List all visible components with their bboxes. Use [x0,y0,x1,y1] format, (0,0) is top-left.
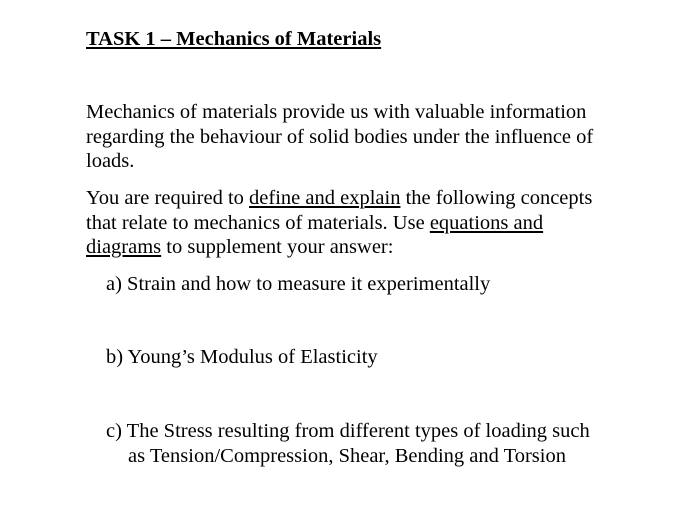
intro-line-3: loads. [86,150,135,172]
list-item-text: a) Strain and how to measure it experimentally [106,273,491,295]
instructions-text: the following concepts [400,187,593,209]
intro-paragraph [86,100,646,174]
emphasis-diagrams: diagrams [86,236,162,258]
intro-line-2: regarding the behaviour of solid bodies under the influence of [86,125,594,148]
list-item-text: c) The Stress resulting from different types of loading such [106,420,590,442]
instructions-line-2 [86,211,646,236]
emphasis-define-explain: define and explain [249,187,401,209]
instructions-paragraph [86,186,646,260]
list-item-youngs-modulus [106,345,378,370]
intro-line-1: Mechanics of materials provide us with valuable information [86,101,587,123]
instructions-text: to supplement your answer: [161,236,394,258]
task-title: TASK 1 – Mechanics of Materials [86,28,382,50]
emphasis-equations: equations and [429,211,544,234]
list-item-text-continued: as Tension/Compression, Shear, Bending and Torsion [128,444,566,467]
list-item-text: b) Young’s Modulus of Elasticity [106,346,378,368]
list-item-stress [106,419,590,468]
instructions-line-1 [86,186,646,211]
instructions-text: You are required to [86,187,250,209]
instructions-text: that relate to mechanics of materials. Use [86,211,430,234]
list-item-strain [106,272,490,297]
instructions-line-3 [86,235,646,260]
